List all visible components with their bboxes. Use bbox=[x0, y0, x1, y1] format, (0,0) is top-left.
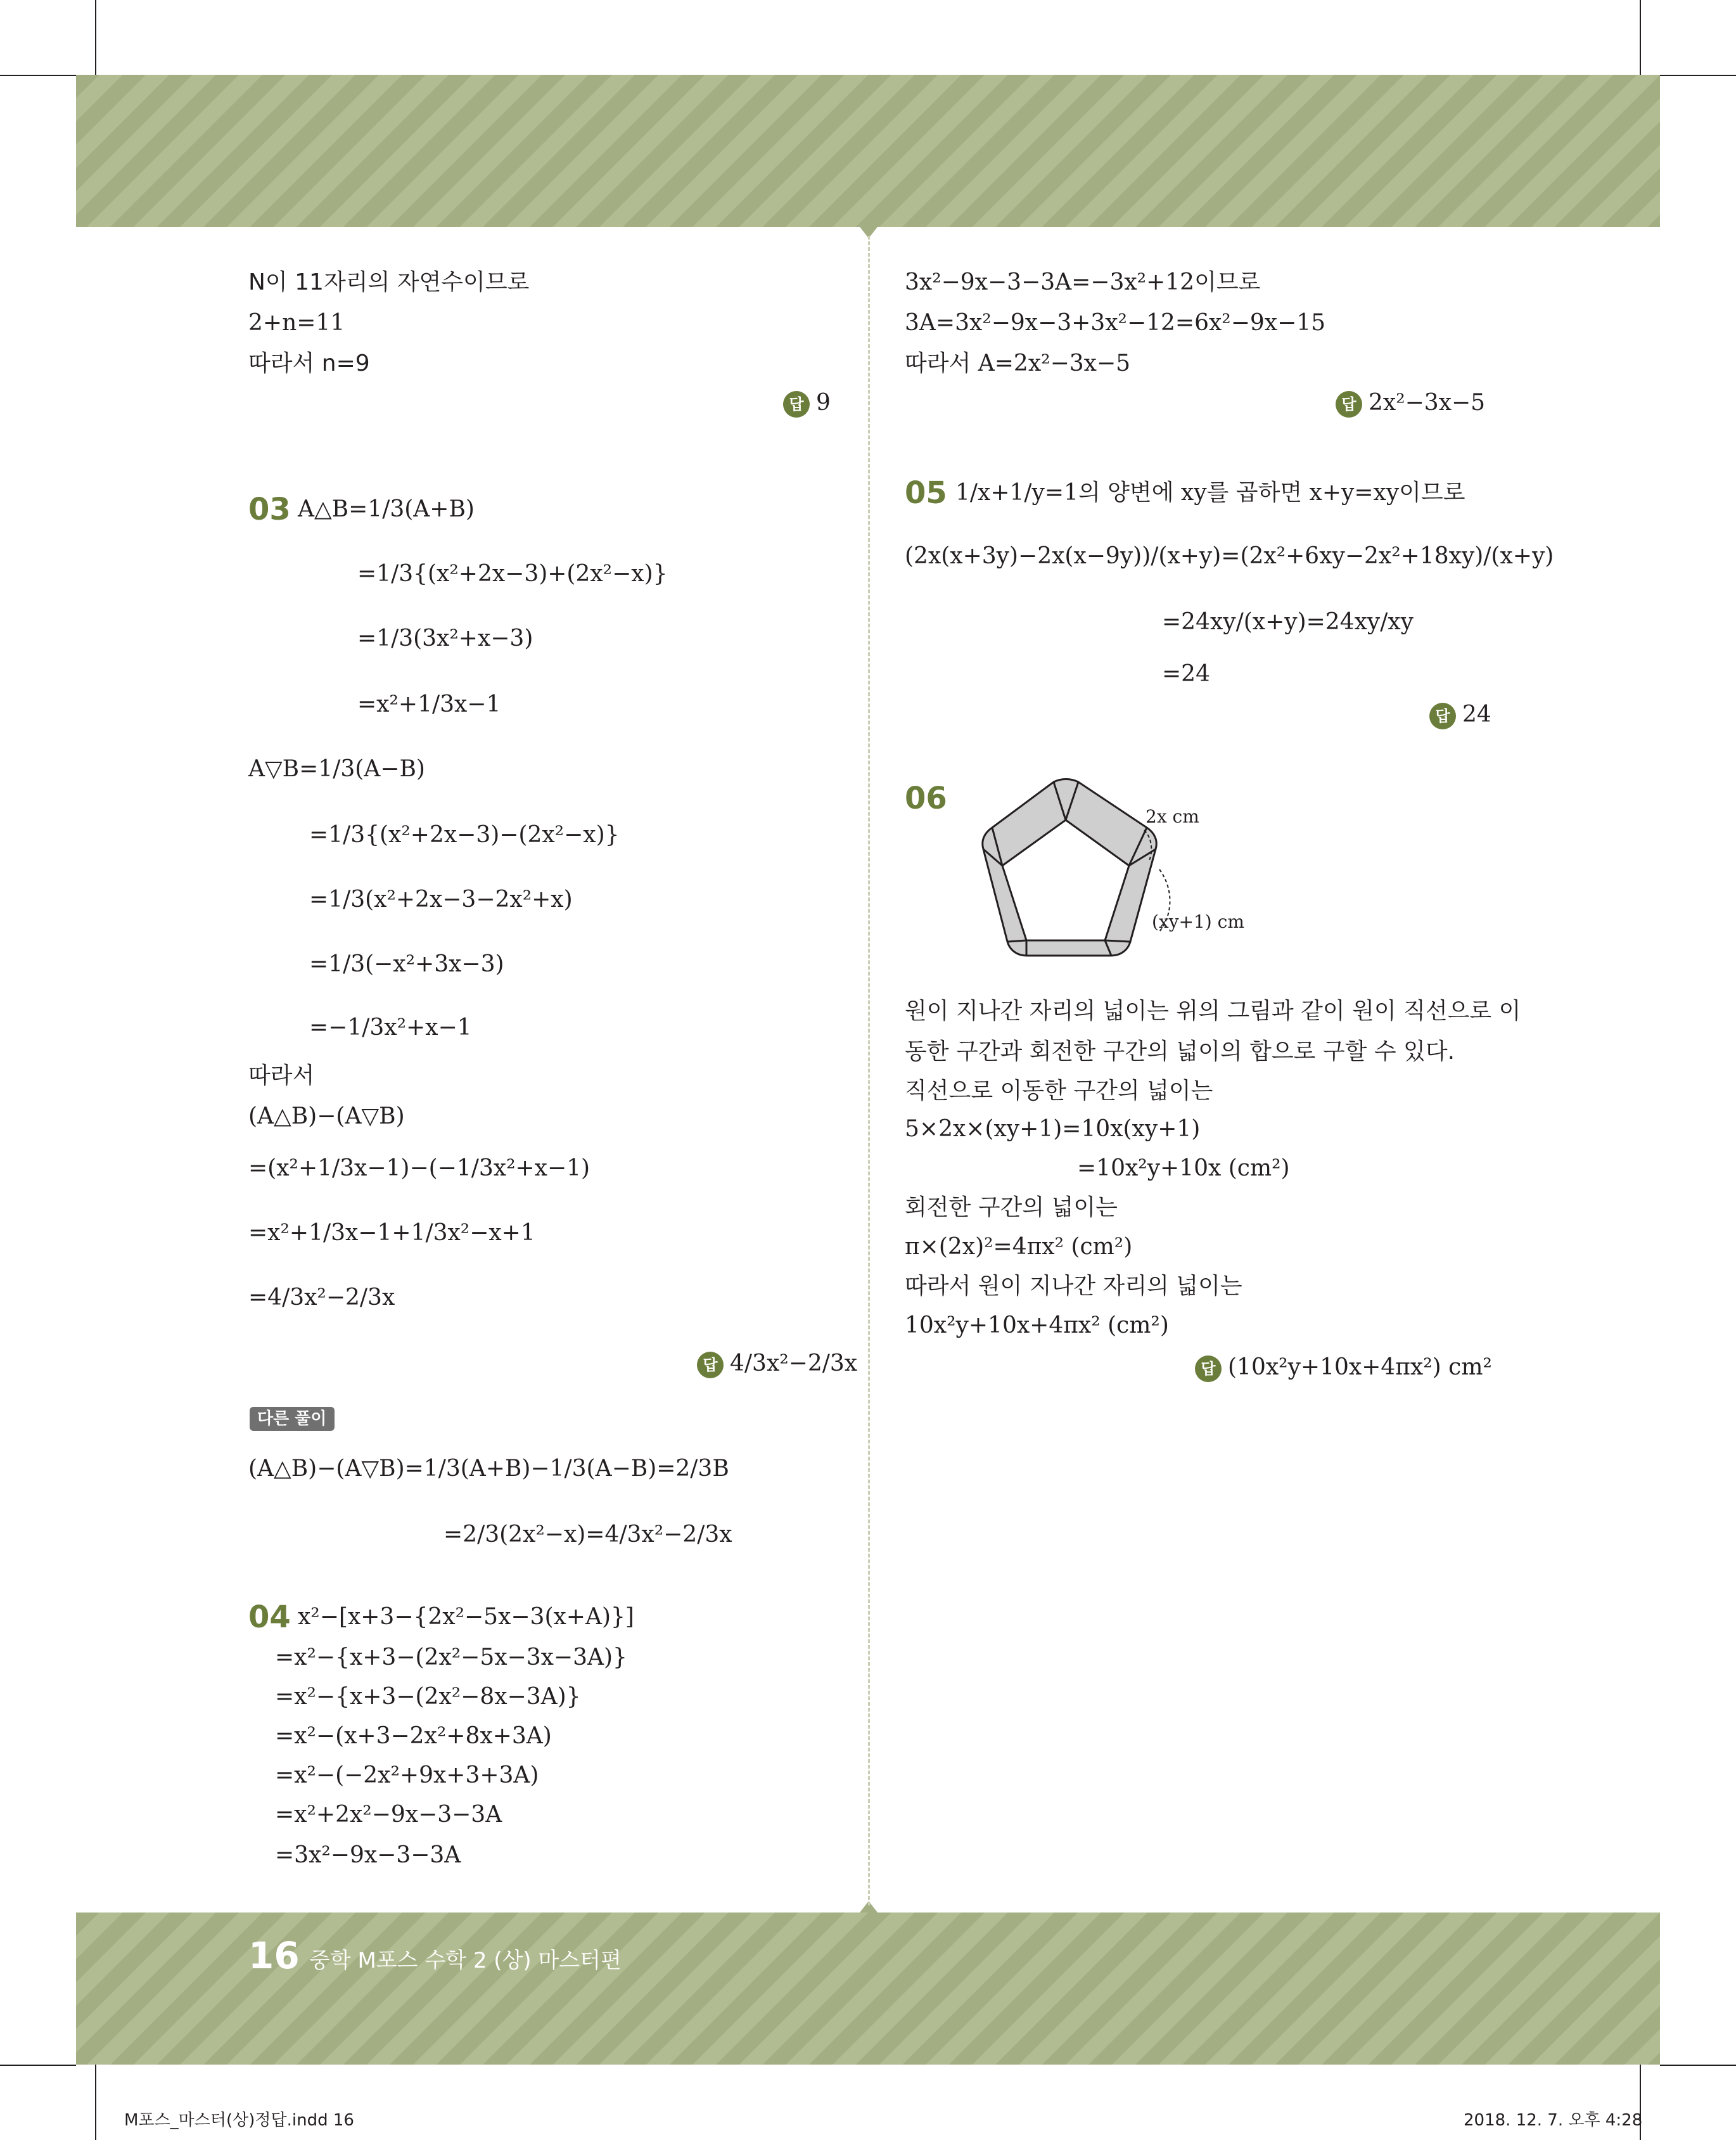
solution-line: =1/3(x²+2x−3−2x²+x) bbox=[309, 887, 573, 913]
crop-mark bbox=[0, 75, 76, 76]
solution-line: =x²−{x+3−(2x²−5x−3x−3A)} bbox=[275, 1644, 627, 1670]
pentagon-circle-path-figure bbox=[950, 774, 1305, 1003]
problem-number: 06 bbox=[905, 781, 947, 816]
crop-mark bbox=[0, 2065, 76, 2066]
answer bbox=[783, 389, 831, 418]
answer-badge: 답 bbox=[697, 1352, 724, 1378]
solution-line: (2x(x+3y)−2x(x−9y))/(x+y)=(2x²+6xy−2x²+18xy)/(x+y) bbox=[905, 543, 1554, 569]
solution-line: A▽B=1/3(A−B) bbox=[248, 756, 425, 782]
answer-badge: 답 bbox=[1429, 703, 1456, 729]
answer-value: 24 bbox=[1462, 702, 1491, 727]
solution-line: =x²+1/3x−1+1/3x²−x+1 bbox=[248, 1220, 535, 1246]
solution-line: 회전한 구간의 넓이는 bbox=[905, 1195, 1118, 1221]
problem-number: 03 bbox=[248, 492, 291, 527]
solution-line: =24 bbox=[1162, 661, 1210, 687]
side-length-label: (xy+1) cm bbox=[1152, 911, 1244, 932]
answer-value: 9 bbox=[816, 390, 831, 416]
solution-line: =x²+1/3x−1 bbox=[357, 691, 501, 717]
solution-line: 동한 구간과 회전한 구간의 넓이의 합으로 구할 수 있다. bbox=[905, 1039, 1455, 1065]
solution-line: 10x²y+10x+4πx² (cm²) bbox=[905, 1312, 1169, 1338]
solution-line: 5×2x×(xy+1)=10x(xy+1) bbox=[905, 1116, 1201, 1142]
slug-filename: M포스_마스터(상)정답.indd 16 bbox=[124, 2111, 354, 2130]
solution-line: =1/3(3x²+x−3) bbox=[357, 625, 533, 651]
solution-line: =(x²+1/3x−1)−(−1/3x²+x−1) bbox=[248, 1155, 590, 1181]
intro-line: 따라서 n=9 bbox=[248, 350, 370, 376]
problem-number: 04 bbox=[248, 1599, 291, 1635]
alt-solution-line: =2/3(2x²−x)=4/3x²−2/3x bbox=[444, 1522, 732, 1547]
alt-solution-line: (A△B)−(A▽B)=1/3(A+B)−1/3(A−B)=2/3B bbox=[248, 1456, 729, 1482]
answer-badge: 답 bbox=[1336, 391, 1362, 418]
solution-line: =24xy/(x+y)=24xy/xy bbox=[1162, 609, 1414, 635]
solution-line: 따라서 원이 지나간 자리의 넓이는 bbox=[905, 1273, 1242, 1299]
solution-line: =−1/3x²+x−1 bbox=[309, 1015, 472, 1041]
solution-line: =x²−{x+3−(2x²−8x−3A)} bbox=[275, 1684, 581, 1710]
solution-line: =1/3(−x²+3x−3) bbox=[309, 951, 504, 977]
answer-value: (10x²y+10x+4πx²) cm² bbox=[1228, 1354, 1492, 1380]
problem-number: 05 bbox=[905, 475, 947, 511]
header-band bbox=[76, 75, 1660, 227]
radius-label: 2x cm bbox=[1146, 806, 1199, 827]
crop-mark bbox=[1640, 0, 1641, 75]
footer-band bbox=[76, 1913, 1660, 2065]
solution-line: A△B=1/3(A+B) bbox=[298, 496, 475, 522]
solution-line: =x²+2x²−9x−3−3A bbox=[275, 1802, 502, 1828]
alt-solution-tag: 다른 풀이 bbox=[250, 1407, 335, 1431]
solution-line: =3x²−9x−3−3A bbox=[275, 1842, 461, 1868]
intro-line: 2+n=11 bbox=[248, 310, 345, 336]
answer-badge: 답 bbox=[783, 391, 810, 418]
page-number: 16 bbox=[248, 1934, 300, 1977]
solution-line: 원이 지나간 자리의 넓이는 위의 그림과 같이 원이 직선으로 이 bbox=[905, 998, 1521, 1024]
solution-line: π×(2x)²=4πx² (cm²) bbox=[905, 1234, 1133, 1260]
solution-line: (A△B)−(A▽B) bbox=[248, 1103, 405, 1129]
answer bbox=[1429, 701, 1491, 729]
answer-badge: 답 bbox=[1195, 1355, 1222, 1382]
answer bbox=[1195, 1354, 1492, 1382]
slug-date: 2018. 12. 7. 오후 4:28 bbox=[1464, 2111, 1643, 2130]
crop-mark bbox=[95, 0, 96, 75]
solution-line: =x²−(x+3−2x²+8x+3A) bbox=[275, 1723, 552, 1749]
solution-line: 3x²−9x−3−3A=−3x²+12이므로 bbox=[905, 269, 1261, 295]
solution-line: =1/3{(x²+2x−3)−(2x²−x)} bbox=[309, 822, 620, 848]
solution-line: 직선으로 이동한 구간의 넓이는 bbox=[905, 1078, 1213, 1104]
answer-value: 2x²−3x−5 bbox=[1369, 390, 1486, 416]
solution-line: x²−[x+3−{2x²−5x−3(x+A)}] bbox=[298, 1604, 634, 1630]
solution-line: 3A=3x²−9x−3+3x²−12=6x²−9x−15 bbox=[905, 310, 1326, 336]
crop-mark bbox=[95, 2065, 96, 2140]
answer-value: 4/3x²−2/3x bbox=[730, 1350, 858, 1376]
solution-line: =4/3x²−2/3x bbox=[248, 1285, 395, 1310]
intro-line: N이 11자리의 자연수이므로 bbox=[248, 269, 530, 295]
solution-line: =x²−(−2x²+9x+3+3A) bbox=[275, 1762, 539, 1788]
crop-mark bbox=[1660, 75, 1736, 76]
solution-line: =10x²y+10x (cm²) bbox=[1077, 1155, 1290, 1181]
crop-mark bbox=[1660, 2065, 1736, 2066]
book-title: 중학 M포스 수학 2 (상) 마스터편 bbox=[309, 1948, 622, 1973]
solution-line: =1/3{(x²+2x−3)+(2x²−x)} bbox=[357, 561, 668, 587]
solution-line: 1/x+1/y=1의 양변에 xy를 곱하면 x+y=xy이므로 bbox=[955, 480, 1465, 506]
solution-line: 따라서 A=2x²−3x−5 bbox=[905, 350, 1131, 376]
answer bbox=[697, 1350, 857, 1378]
column-divider bbox=[868, 236, 870, 1906]
solution-line: 따라서 bbox=[248, 1063, 315, 1089]
answer bbox=[1336, 389, 1485, 418]
